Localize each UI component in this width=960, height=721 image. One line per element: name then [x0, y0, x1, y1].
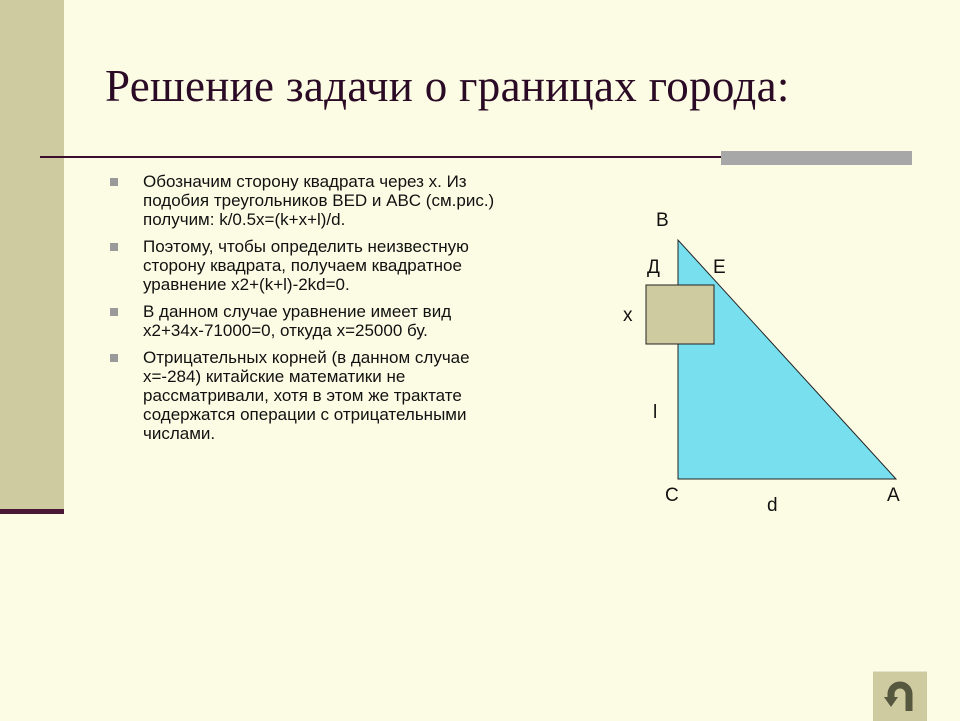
bullet-item-4	[106, 348, 506, 443]
bullet-square-icon	[110, 243, 118, 251]
u-turn-arrow-icon	[880, 677, 920, 717]
title-underline-accent	[721, 151, 912, 165]
label-vertex-d-cyr: Д	[647, 257, 660, 278]
geometry-figure	[600, 200, 920, 530]
bullet-square-icon	[110, 178, 118, 186]
label-side-x: x	[623, 305, 633, 326]
bullet-item-3	[106, 302, 506, 340]
side-decor-band	[0, 0, 64, 513]
bullet-square-icon	[110, 354, 118, 362]
triangle-diagram	[600, 200, 920, 530]
bullet-item-2	[106, 237, 506, 294]
triangle-abc	[678, 240, 896, 479]
bullet-text: Поэтому, чтобы определить неизвестную сторону квадрата, получаем квадратное уравнение x2+(k+l)-2kd=0.	[143, 237, 469, 294]
label-vertex-a: A	[887, 485, 900, 506]
return-button[interactable]	[873, 671, 927, 721]
bullet-text: В данном случае уравнение имеет вид x2+34x-71000=0, откуда x=25000 бу.	[143, 302, 452, 340]
inscribed-square	[646, 285, 714, 344]
label-side-l: l	[653, 402, 658, 423]
bullet-square-icon	[110, 308, 118, 316]
label-vertex-e: E	[713, 257, 726, 278]
label-side-d: d	[767, 495, 778, 516]
label-vertex-b: B	[656, 210, 669, 231]
bullet-item-1	[106, 172, 506, 229]
label-vertex-c: C	[665, 485, 679, 506]
slide-title: Решение задачи о границах города:	[105, 61, 790, 111]
bullet-list	[106, 172, 506, 451]
side-decor-tick	[0, 509, 64, 514]
bullet-text: Обозначим сторону квадрата через x. Из подобия треугольников BED и ABC (см.рис.) получим: k/0.5x=(k+x+l)/d.	[143, 172, 495, 229]
bullet-text: Отрицательных корней (в данном случае x=-284) китайские математики не рассматривали, хотя в этом же трактате содержатся операции с отрицательными числами.	[143, 348, 470, 443]
